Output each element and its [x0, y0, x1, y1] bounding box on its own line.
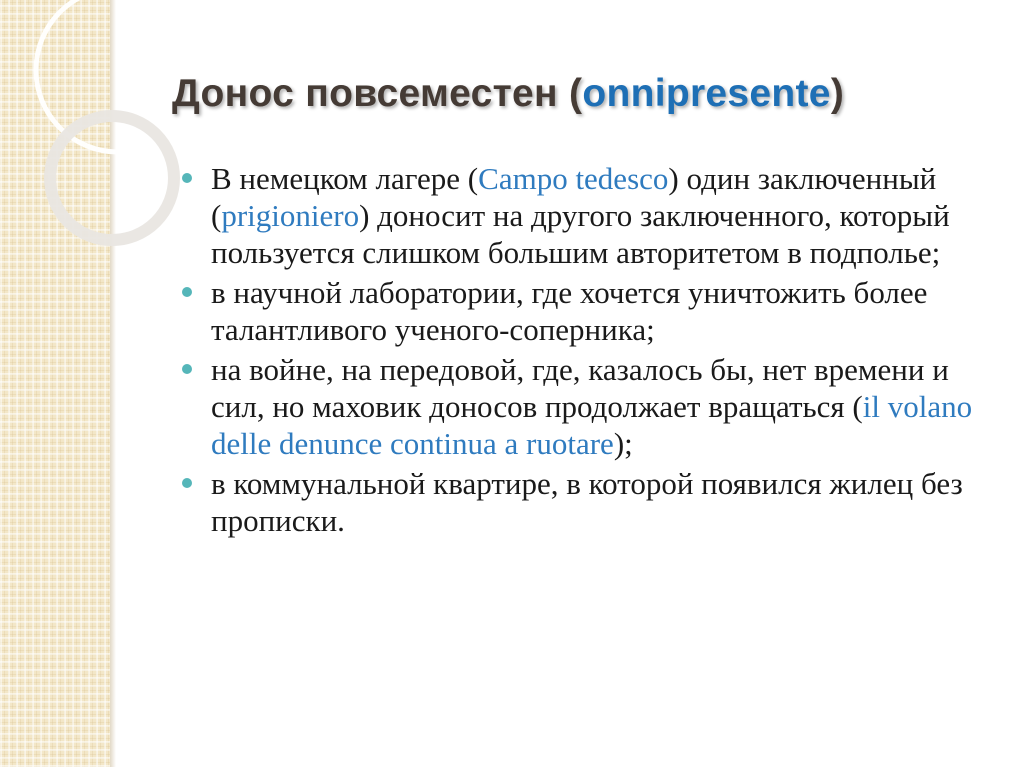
decorative-rings [0, 0, 140, 260]
ring-lower [50, 116, 174, 240]
bullet-dot-icon [182, 173, 192, 183]
italian-term: Campo tedesco [478, 161, 669, 196]
title-open-paren: ( [569, 72, 583, 115]
bullet-text: в научной лаборатории, где хочется уничтожить более талантливого ученого-соперника; [211, 275, 928, 347]
bullet-list [180, 160, 1010, 542]
italian-term: il volano delle denunce continua a ruotare [211, 389, 973, 461]
bullet-text: ); [613, 426, 633, 461]
title-close-paren: ) [830, 72, 845, 115]
title-accent-text: onnipresente [582, 72, 831, 115]
bullet-dot-icon [182, 478, 192, 488]
italian-term: prigioniero [221, 198, 360, 233]
slide-title [172, 72, 992, 116]
bullet-item-war [180, 351, 1010, 462]
title-main-text: Донос повсеместен [172, 72, 570, 115]
bullet-text: В немецком лагере ( [211, 161, 479, 196]
bullet-dot-icon [182, 364, 192, 374]
bullet-text: ) доносит на другого заключенного, который пользуется слишком большим авторитетом в подполье; [211, 198, 950, 270]
bullet-text: ) один заключенный ( [211, 161, 937, 233]
bullet-text: в коммунальной квартире, в которой появился жилец без прописки. [211, 466, 963, 538]
bullet-text: на войне, на передовой, где, казалось бы, нет времени и сил, но маховик доносов продолжает вращаться ( [211, 352, 949, 424]
bullet-dot-icon [182, 287, 192, 297]
bullet-item-german-camp [180, 160, 1010, 271]
bullet-item-laboratory [180, 274, 1010, 348]
bullet-item-communal-apartment [180, 465, 1010, 539]
